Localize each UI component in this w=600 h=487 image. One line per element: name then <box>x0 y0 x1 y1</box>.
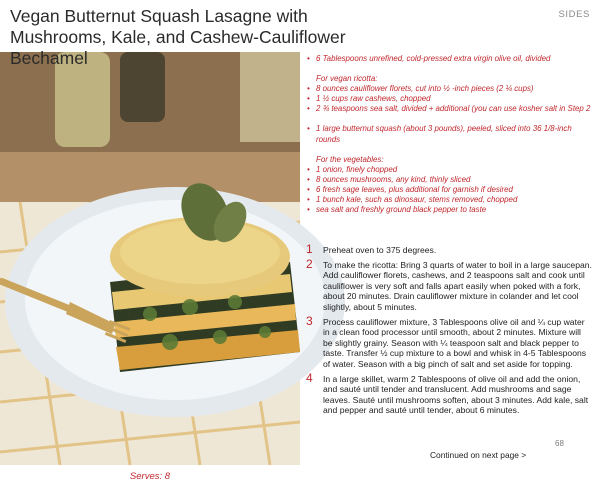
ingredient-list <box>306 54 594 215</box>
ingredient-item: • 8 ounces mushrooms, any kind, thinly sliced <box>306 175 594 185</box>
step-text: To make the ricotta: Bring 3 quarts of water to boil in a large saucepan. Add cauliflower florets, cashews, and 2 teaspoons salt and cook until cauliflower is very soft and falls apart easily when poked with a fork, about 20 minutes. Drain cauliflower mixture in colander and let cool slightly, about 5 minutes. <box>323 259 592 312</box>
continued-next-page-link[interactable]: Continued on next page > <box>430 450 527 460</box>
serves-label: Serves: 8 <box>129 471 171 482</box>
ingredient-item: • 1 ½ cups raw cashews, chopped <box>306 94 594 104</box>
ingredient-item: • sea salt and freshly ground black pepper to taste <box>306 205 594 215</box>
page-number: 68 <box>555 439 564 448</box>
instruction-step <box>306 313 592 370</box>
ingredient-item: • 1 onion, finely chopped <box>306 165 594 175</box>
food-photo <box>0 52 300 482</box>
step-number: 4 <box>306 370 313 385</box>
step-number: 3 <box>306 313 313 328</box>
step-text: Preheat oven to 375 degrees. <box>323 245 437 255</box>
step-text: In a large skillet, warm 2 Tablespoons of olive oil and add the onion, and sauté until tender and translucent. Add mushrooms and sage leaves. Sauté until mushrooms soften, about 3 minutes. Add kale, salt and pepper and sauté until tender, about 6 minutes. <box>323 373 589 416</box>
ingredient-group-heading: For the vegetables: <box>316 154 384 164</box>
instruction-step <box>306 242 592 256</box>
recipe-title: Vegan Butternut Squash Lasagne with Mushrooms, Kale, and Cashew-Cauliflower Bechamel <box>10 6 346 68</box>
ingredient-item: • 1 bunch kale, such as dinosaur, stems removed, chopped <box>306 195 594 205</box>
ingredient-item: • 8 ounces cauliflower florets, cut into ½ -inch pieces (2 ¼ cups) <box>306 84 594 94</box>
instruction-step <box>306 370 592 416</box>
lasagna-illustration <box>0 52 300 465</box>
section-label: SIDES <box>558 9 590 20</box>
ingredient-item: • 6 fresh sage leaves, plus additional for garnish if desired <box>306 185 594 195</box>
instruction-step <box>306 256 592 313</box>
step-number: 1 <box>306 242 313 256</box>
ingredient-group-heading: For vegan ricotta: <box>316 74 378 84</box>
step-text: Process cauliflower mixture, 3 Tablespoons olive oil and ¼ cup water in a clean food processor until smooth, about 2 minutes. Mixture will be slightly grainy. Season with ¼ teaspoon salt and black pepper to taste. Transfer ½ cup mixture to a bowl and whisk in 4-5 Tablespoons of water. Season with a big pinch of salt and set aside for topping. <box>323 316 587 369</box>
ingredient-item: • 6 Tablespoons unrefined, cold-pressed extra virgin olive oil, divided <box>306 54 594 64</box>
ingredient-item: • 1 large butternut squash (about 3 pounds), peeled, sliced into 36 1/8-inch rounds <box>306 124 594 144</box>
instruction-steps <box>306 242 592 420</box>
step-number: 2 <box>306 256 313 271</box>
ingredient-item: • 2 ¾ teaspoons sea salt, divided + additional (you can use kosher salt in Step 2 <box>306 104 594 114</box>
